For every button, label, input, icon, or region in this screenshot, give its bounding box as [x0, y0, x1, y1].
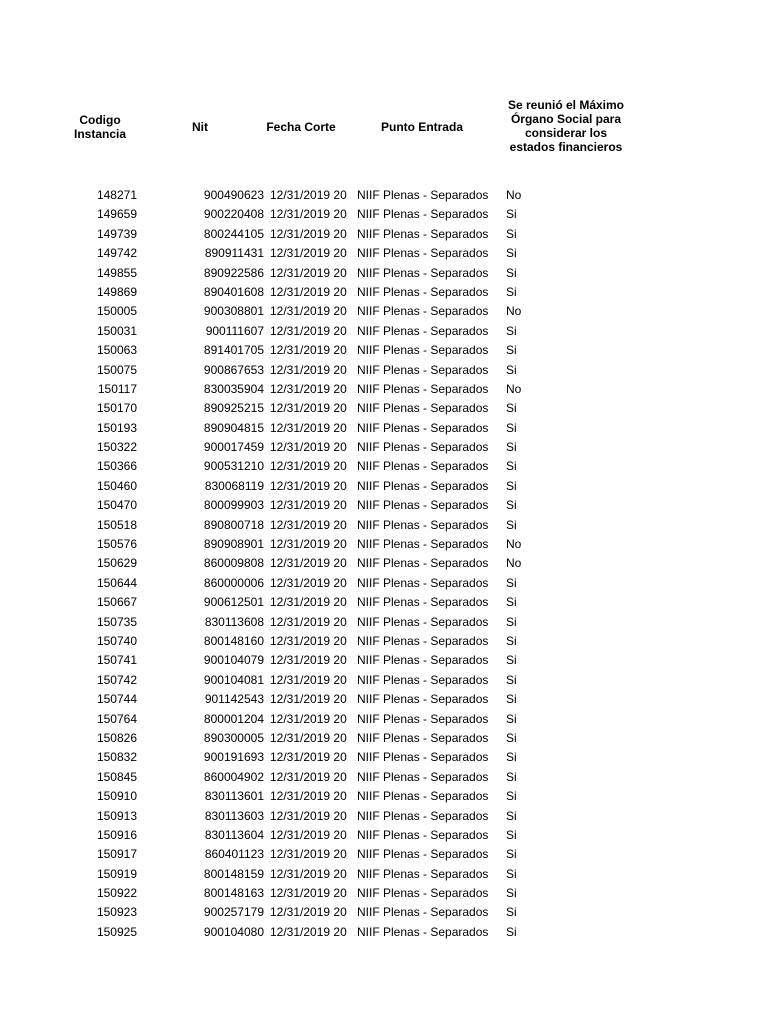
cell-nit: 900104081 — [203, 672, 264, 687]
cell-nit: 900220408 — [203, 207, 264, 222]
cell-nit: 890911431 — [204, 246, 264, 261]
table-row — [0, 322, 768, 341]
cell-punto-entrada: NIIF Plenas - Separados — [357, 343, 489, 358]
header-punto-entrada: Punto Entrada — [380, 120, 463, 134]
cell-nit: 900867653 — [203, 362, 264, 377]
cell-nit: 890401608 — [203, 284, 264, 299]
cell-punto-entrada: NIIF Plenas - Separados — [357, 362, 489, 377]
cell-nit: 901142543 — [204, 692, 264, 707]
cell-nit: 800244105 — [203, 226, 264, 241]
cell-reunion-respuesta: Si — [506, 459, 517, 474]
cell-reunion-respuesta: Si — [506, 866, 517, 881]
cell-codigo-instancia: 150740 — [96, 633, 137, 648]
cell-fecha-corte: 12/31/2019 20 — [270, 750, 347, 765]
cell-punto-entrada: NIIF Plenas - Separados — [357, 924, 489, 939]
header-reunion-line1: Se reunió el Máximo — [507, 98, 625, 112]
cell-nit: 830113603 — [204, 808, 264, 823]
cell-nit: 800148160 — [203, 633, 264, 648]
cell-nit: 800001204 — [203, 711, 264, 726]
table-row — [0, 593, 768, 612]
cell-punto-entrada: NIIF Plenas - Separados — [357, 575, 489, 590]
cell-reunion-respuesta: Si — [506, 575, 517, 590]
cell-codigo-instancia: 150742 — [96, 672, 137, 687]
cell-nit: 900191693 — [203, 750, 264, 765]
cell-nit: 900104079 — [203, 653, 264, 668]
cell-codigo-instancia: 150919 — [96, 866, 137, 881]
cell-codigo-instancia: 150735 — [96, 614, 137, 629]
cell-nit: 900111607 — [205, 323, 264, 338]
cell-punto-entrada: NIIF Plenas - Separados — [357, 789, 489, 804]
cell-punto-entrada: NIIF Plenas - Separados — [357, 614, 489, 629]
cell-fecha-corte: 12/31/2019 20 — [270, 188, 347, 202]
cell-reunion-respuesta: Si — [506, 924, 517, 939]
cell-codigo-instancia: 150322 — [96, 440, 137, 455]
header-reunion-line4: estados financieros — [509, 140, 623, 154]
cell-reunion-respuesta: Si — [506, 769, 517, 784]
cell-codigo-instancia: 150913 — [96, 808, 137, 823]
cell-reunion-respuesta: Si — [506, 401, 517, 416]
cell-reunion-respuesta: Si — [506, 653, 517, 668]
cell-reunion-respuesta: Si — [506, 614, 517, 629]
cell-codigo-instancia: 149869 — [96, 284, 137, 299]
table-row — [0, 399, 768, 418]
table-row — [0, 283, 768, 302]
cell-fecha-corte: 12/31/2019 20 — [270, 556, 347, 571]
cell-punto-entrada: NIIF Plenas - Separados — [357, 265, 489, 280]
header-fecha-corte: Fecha Corte — [266, 120, 336, 134]
cell-codigo-instancia: 150925 — [96, 924, 137, 939]
cell-punto-entrada: NIIF Plenas - Separados — [357, 498, 489, 513]
cell-punto-entrada: NIIF Plenas - Separados — [357, 653, 489, 668]
table-row — [0, 671, 768, 690]
cell-fecha-corte: 12/31/2019 20 — [270, 808, 347, 823]
table-row — [0, 496, 768, 515]
cell-nit: 830113604 — [204, 827, 264, 842]
cell-fecha-corte: 12/31/2019 20 — [270, 478, 347, 493]
cell-reunion-respuesta: Si — [506, 672, 517, 687]
header-reunion-line3: considerar los — [524, 126, 608, 140]
table-row — [0, 826, 768, 845]
cell-punto-entrada: NIIF Plenas - Separados — [357, 808, 489, 823]
cell-reunion-respuesta: No — [506, 537, 522, 552]
cell-punto-entrada: NIIF Plenas - Separados — [357, 672, 489, 687]
cell-nit: 800148163 — [203, 886, 264, 901]
cell-nit: 890908901 — [203, 537, 264, 552]
cell-codigo-instancia: 150005 — [96, 304, 137, 319]
cell-reunion-respuesta: Si — [506, 362, 517, 377]
cell-punto-entrada: NIIF Plenas - Separados — [357, 478, 489, 493]
cell-reunion-respuesta: Si — [506, 711, 517, 726]
cell-reunion-respuesta: No — [506, 381, 522, 396]
cell-reunion-respuesta: Si — [506, 265, 517, 280]
cell-reunion-respuesta: Si — [506, 886, 517, 901]
cell-nit: 891401705 — [203, 343, 264, 358]
cell-fecha-corte: 12/31/2019 20 — [270, 789, 347, 804]
cell-nit: 900104080 — [203, 924, 264, 939]
cell-codigo-instancia: 150117 — [97, 381, 137, 396]
cell-fecha-corte: 12/31/2019 20 — [270, 207, 347, 222]
cell-fecha-corte: 12/31/2019 20 — [270, 575, 347, 590]
cell-codigo-instancia: 150764 — [96, 711, 137, 726]
cell-codigo-instancia: 150075 — [96, 362, 137, 377]
cell-codigo-instancia: 150366 — [96, 459, 137, 474]
cell-codigo-instancia: 150832 — [96, 750, 137, 765]
table-row — [0, 516, 768, 535]
table-row — [0, 264, 768, 283]
cell-nit: 800148159 — [203, 866, 264, 881]
cell-fecha-corte: 12/31/2019 20 — [270, 381, 347, 396]
cell-codigo-instancia: 150470 — [96, 498, 137, 513]
cell-nit: 900612501 — [203, 595, 264, 610]
cell-codigo-instancia: 150910 — [96, 789, 137, 804]
cell-fecha-corte: 12/31/2019 20 — [270, 672, 347, 687]
cell-punto-entrada: NIIF Plenas - Separados — [357, 401, 489, 416]
cell-reunion-respuesta: Si — [506, 827, 517, 842]
cell-reunion-respuesta: Si — [506, 750, 517, 765]
cell-codigo-instancia: 150917 — [96, 847, 137, 862]
cell-fecha-corte: 12/31/2019 20 — [270, 595, 347, 610]
header-codigo-instancia — [60, 113, 140, 141]
table-row — [0, 457, 768, 476]
cell-fecha-corte: 12/31/2019 20 — [270, 323, 347, 338]
cell-punto-entrada: NIIF Plenas - Separados — [357, 420, 489, 435]
cell-fecha-corte: 12/31/2019 20 — [270, 827, 347, 842]
table-row — [0, 884, 768, 903]
cell-reunion-respuesta: Si — [506, 730, 517, 745]
cell-punto-entrada: NIIF Plenas - Separados — [357, 730, 489, 745]
cell-fecha-corte: 12/31/2019 20 — [270, 905, 347, 920]
header-codigo-line2: Instancia — [73, 127, 127, 141]
cell-nit: 900257179 — [203, 905, 264, 920]
cell-reunion-respuesta: Si — [506, 905, 517, 920]
table-row — [0, 574, 768, 593]
cell-reunion-respuesta: Si — [506, 246, 517, 261]
cell-fecha-corte: 12/31/2019 20 — [270, 924, 347, 939]
cell-punto-entrada: NIIF Plenas - Separados — [357, 711, 489, 726]
cell-codigo-instancia: 150744 — [96, 692, 137, 707]
cell-codigo-instancia: 150922 — [96, 886, 137, 901]
cell-nit: 800099903 — [203, 498, 264, 513]
cell-punto-entrada: NIIF Plenas - Separados — [357, 769, 489, 784]
cell-fecha-corte: 12/31/2019 20 — [270, 866, 347, 881]
cell-punto-entrada: NIIF Plenas - Separados — [357, 866, 489, 881]
cell-punto-entrada: NIIF Plenas - Separados — [357, 517, 489, 532]
cell-punto-entrada: NIIF Plenas - Separados — [357, 905, 489, 920]
cell-nit: 890925215 — [203, 401, 264, 416]
header-nit: Nit — [192, 120, 208, 134]
cell-reunion-respuesta: Si — [506, 498, 517, 513]
cell-punto-entrada: NIIF Plenas - Separados — [357, 323, 489, 338]
cell-fecha-corte: 12/31/2019 20 — [270, 633, 347, 648]
cell-punto-entrada: NIIF Plenas - Separados — [357, 556, 489, 571]
cell-nit: 890904815 — [203, 420, 264, 435]
cell-nit: 830113608 — [204, 614, 264, 629]
cell-nit: 900308801 — [203, 304, 264, 319]
cell-fecha-corte: 12/31/2019 20 — [270, 537, 347, 552]
table-row — [0, 535, 768, 554]
cell-nit: 900490623 — [203, 188, 264, 202]
cell-fecha-corte: 12/31/2019 20 — [270, 692, 347, 707]
cell-reunion-respuesta: Si — [506, 789, 517, 804]
table-row — [0, 438, 768, 457]
cell-fecha-corte: 12/31/2019 20 — [270, 304, 347, 319]
cell-punto-entrada: NIIF Plenas - Separados — [357, 633, 489, 648]
cell-punto-entrada: NIIF Plenas - Separados — [357, 827, 489, 842]
table-row — [0, 302, 768, 321]
cell-punto-entrada: NIIF Plenas - Separados — [357, 226, 489, 241]
cell-nit: 900531210 — [203, 459, 264, 474]
cell-nit: 860004902 — [203, 769, 264, 784]
table-row — [0, 865, 768, 884]
table-row — [0, 748, 768, 767]
cell-codigo-instancia: 150826 — [96, 730, 137, 745]
cell-fecha-corte: 12/31/2019 20 — [270, 420, 347, 435]
cell-punto-entrada: NIIF Plenas - Separados — [357, 886, 489, 901]
cell-codigo-instancia: 150518 — [96, 517, 137, 532]
table-row — [0, 225, 768, 244]
cell-punto-entrada: NIIF Plenas - Separados — [357, 440, 489, 455]
cell-nit: 860000006 — [203, 575, 264, 590]
cell-nit: 830068119 — [204, 478, 264, 493]
cell-reunion-respuesta: Si — [506, 284, 517, 299]
table-row — [0, 554, 768, 573]
table-row — [0, 903, 768, 922]
cell-fecha-corte: 12/31/2019 20 — [270, 653, 347, 668]
cell-codigo-instancia: 150170 — [96, 401, 137, 416]
cell-codigo-instancia: 150923 — [96, 905, 137, 920]
table-row — [0, 729, 768, 748]
cell-fecha-corte: 12/31/2019 20 — [270, 614, 347, 629]
cell-fecha-corte: 12/31/2019 20 — [270, 847, 347, 862]
cell-punto-entrada: NIIF Plenas - Separados — [357, 750, 489, 765]
table-row — [0, 787, 768, 806]
cell-nit: 890922586 — [203, 265, 264, 280]
cell-codigo-instancia: 150644 — [96, 575, 137, 590]
cell-codigo-instancia: 150460 — [96, 478, 137, 493]
table-row — [0, 690, 768, 709]
cell-codigo-instancia: 149739 — [96, 226, 137, 241]
cell-fecha-corte: 12/31/2019 20 — [270, 769, 347, 784]
table-row — [0, 361, 768, 380]
table-row — [0, 651, 768, 670]
cell-nit: 890300005 — [203, 730, 264, 745]
cell-codigo-instancia: 148271 — [96, 188, 137, 202]
header-reunion-maximo-organo — [496, 98, 636, 154]
cell-reunion-respuesta: Si — [506, 692, 517, 707]
cell-codigo-instancia: 149855 — [96, 265, 137, 280]
cell-codigo-instancia: 150845 — [96, 769, 137, 784]
cell-fecha-corte: 12/31/2019 20 — [270, 246, 347, 261]
cell-reunion-respuesta: Si — [506, 517, 517, 532]
cell-punto-entrada: NIIF Plenas - Separados — [357, 188, 489, 202]
cell-fecha-corte: 12/31/2019 20 — [270, 886, 347, 901]
table-row — [0, 613, 768, 632]
cell-punto-entrada: NIIF Plenas - Separados — [357, 304, 489, 319]
table-row — [0, 923, 768, 942]
cell-codigo-instancia: 150576 — [96, 537, 137, 552]
table-row — [0, 419, 768, 438]
table-row — [0, 244, 768, 263]
cell-nit: 860401123 — [204, 847, 264, 862]
cell-reunion-respuesta: Si — [506, 808, 517, 823]
table-row — [0, 477, 768, 496]
table-row — [0, 807, 768, 826]
cell-reunion-respuesta: Si — [506, 440, 517, 455]
cell-nit: 890800718 — [203, 517, 264, 532]
cell-reunion-respuesta: Si — [506, 343, 517, 358]
cell-codigo-instancia: 150741 — [96, 653, 137, 668]
cell-codigo-instancia: 150063 — [96, 343, 137, 358]
cell-reunion-respuesta: Si — [506, 478, 517, 493]
cell-punto-entrada: NIIF Plenas - Separados — [357, 537, 489, 552]
header-codigo-line1: Codigo — [79, 113, 121, 127]
cell-reunion-respuesta: No — [506, 556, 522, 571]
cell-fecha-corte: 12/31/2019 20 — [270, 226, 347, 241]
cell-nit: 830113601 — [204, 789, 264, 804]
header-reunion-line2: Órgano Social para — [510, 112, 622, 126]
cell-fecha-corte: 12/31/2019 20 — [270, 440, 347, 455]
cell-fecha-corte: 12/31/2019 20 — [270, 284, 347, 299]
cell-codigo-instancia: 150667 — [96, 595, 137, 610]
cell-fecha-corte: 12/31/2019 20 — [270, 459, 347, 474]
cell-fecha-corte: 12/31/2019 20 — [270, 343, 347, 358]
cell-codigo-instancia: 150193 — [96, 420, 137, 435]
cell-punto-entrada: NIIF Plenas - Separados — [357, 692, 489, 707]
table-row — [0, 632, 768, 651]
cell-codigo-instancia: 150629 — [96, 556, 137, 571]
cell-reunion-respuesta: No — [506, 304, 522, 319]
cell-codigo-instancia: 149659 — [96, 207, 137, 222]
table-row — [0, 341, 768, 360]
cell-punto-entrada: NIIF Plenas - Separados — [357, 246, 489, 261]
cell-reunion-respuesta: Si — [506, 207, 517, 222]
cell-punto-entrada: NIIF Plenas - Separados — [357, 459, 489, 474]
cell-punto-entrada: NIIF Plenas - Separados — [357, 847, 489, 862]
cell-fecha-corte: 12/31/2019 20 — [270, 265, 347, 280]
cell-reunion-respuesta: Si — [506, 226, 517, 241]
table-row — [0, 710, 768, 729]
cell-punto-entrada: NIIF Plenas - Separados — [357, 381, 489, 396]
cell-fecha-corte: 12/31/2019 20 — [270, 517, 347, 532]
cell-fecha-corte: 12/31/2019 20 — [270, 498, 347, 513]
cell-fecha-corte: 12/31/2019 20 — [270, 401, 347, 416]
table-row — [0, 205, 768, 224]
cell-reunion-respuesta: Si — [506, 420, 517, 435]
cell-nit: 830035904 — [203, 381, 264, 396]
cell-codigo-instancia: 150916 — [96, 827, 137, 842]
table-row — [0, 768, 768, 787]
cell-punto-entrada: NIIF Plenas - Separados — [357, 595, 489, 610]
cell-nit: 860009808 — [203, 556, 264, 571]
cell-reunion-respuesta: No — [506, 188, 522, 202]
cell-codigo-instancia: 150031 — [96, 323, 137, 338]
table-row — [0, 186, 768, 205]
cell-fecha-corte: 12/31/2019 20 — [270, 730, 347, 745]
cell-reunion-respuesta: Si — [506, 633, 517, 648]
cell-punto-entrada: NIIF Plenas - Separados — [357, 207, 489, 222]
data-table-body — [0, 186, 768, 942]
cell-punto-entrada: NIIF Plenas - Separados — [357, 284, 489, 299]
cell-codigo-instancia: 149742 — [96, 246, 137, 261]
table-row — [0, 845, 768, 864]
cell-nit: 900017459 — [203, 440, 264, 455]
cell-reunion-respuesta: Si — [506, 847, 517, 862]
cell-reunion-respuesta: Si — [506, 323, 517, 338]
cell-fecha-corte: 12/31/2019 20 — [270, 711, 347, 726]
table-row — [0, 380, 768, 399]
cell-fecha-corte: 12/31/2019 20 — [270, 362, 347, 377]
cell-reunion-respuesta: Si — [506, 595, 517, 610]
